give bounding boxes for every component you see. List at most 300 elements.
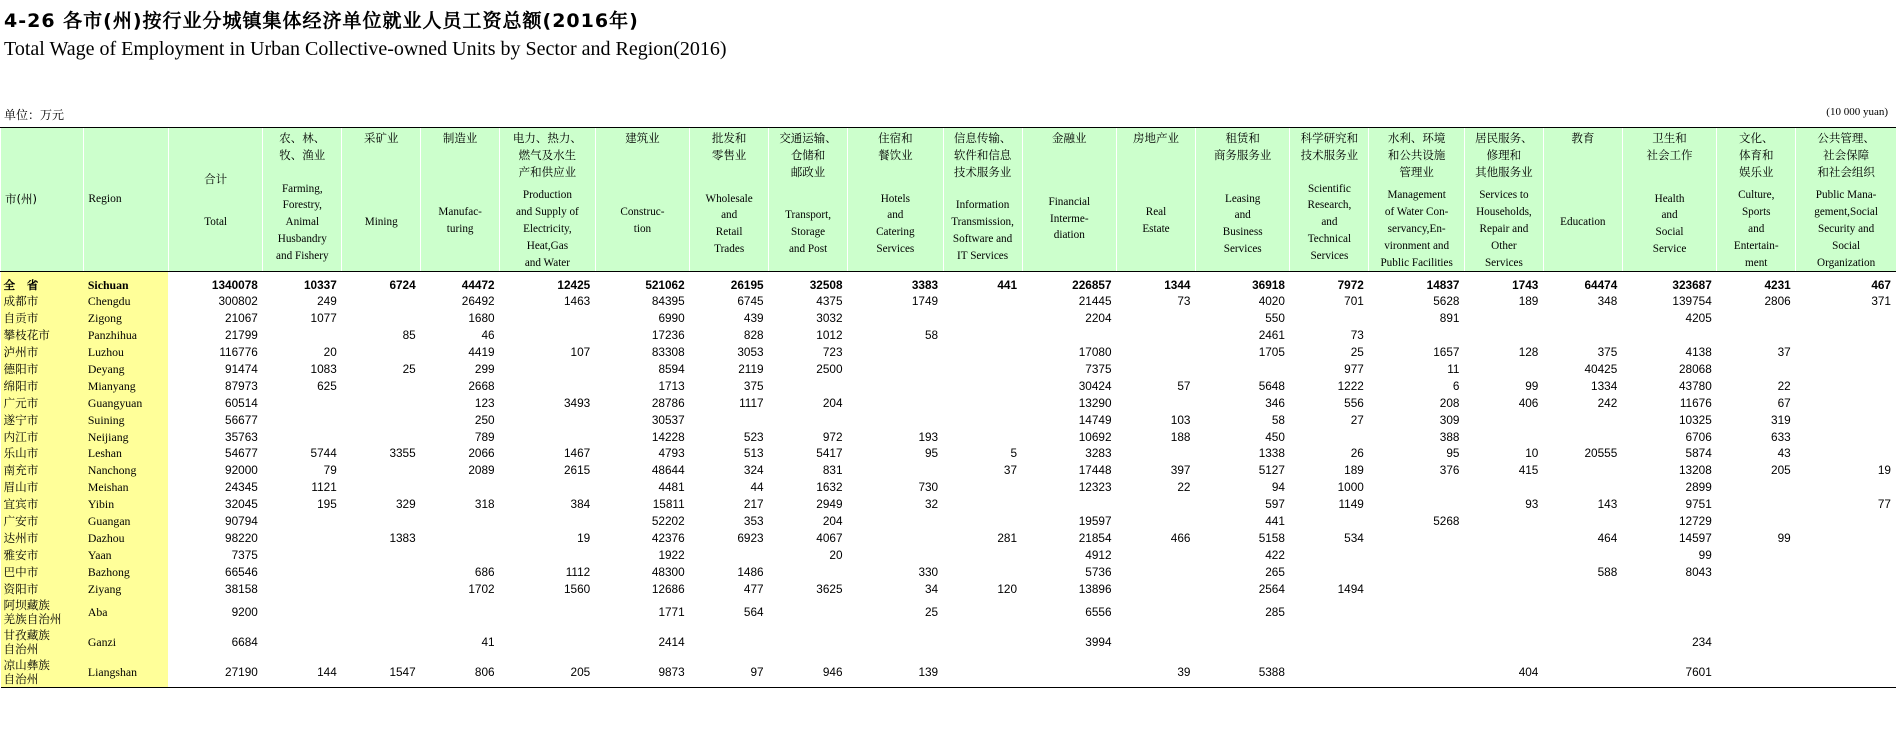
table-cell: 450 (1265, 429, 1285, 444)
table-cell: 5388 (1195, 657, 1289, 688)
table-cell: 91474 (225, 361, 258, 376)
table-cell: 1383 (389, 530, 416, 545)
table-cell: 52202 (651, 513, 685, 528)
table-cell (500, 361, 596, 378)
row-city-cn: 全 省 (1, 272, 84, 293)
column-header-en: Leasing and Business Services (1222, 192, 1263, 255)
table-cell (342, 564, 421, 581)
table-cell: 2615 (563, 463, 591, 478)
column-header (1543, 128, 1622, 272)
table-cell: 73 (1177, 294, 1191, 309)
table-cell (848, 412, 944, 429)
column-header-cn: 建筑业 (625, 131, 660, 145)
column-header (500, 128, 596, 272)
table-cell: 242 (1597, 395, 1618, 410)
table-cell (1796, 657, 1896, 688)
table-cell: 2414 (658, 635, 685, 649)
table-cell: 521062 (645, 277, 685, 292)
table-cell: 4481 (658, 480, 685, 495)
table-cell: 22 (1777, 378, 1791, 393)
table-cell: 25 (925, 605, 939, 619)
column-header-cn: 合计 (204, 171, 228, 186)
table-cell: 318 (474, 497, 495, 512)
table-cell: 143 (1597, 497, 1618, 512)
column-header (848, 128, 944, 272)
table-cell (263, 580, 342, 597)
table-cell: 513 (743, 446, 764, 461)
column-header (1464, 128, 1543, 272)
table-cell (690, 547, 769, 564)
table-cell: 20555 (1584, 446, 1618, 461)
table-row (1, 547, 1896, 564)
column-header-en: Total (204, 215, 228, 228)
table-cell (769, 627, 848, 657)
row-region-en: Nanchong (84, 462, 168, 479)
table-cell (1796, 597, 1896, 627)
table-cell: 7375 (231, 547, 258, 562)
table-cell (943, 327, 1022, 344)
table-cell: 625 (317, 378, 337, 393)
table-cell: 205 (500, 657, 596, 688)
table-cell: 422 (1265, 547, 1285, 562)
table-cell: 806 (421, 657, 500, 688)
table-cell: 9873 (595, 657, 689, 688)
table-cell (1796, 327, 1896, 344)
table-cell: 466 (1170, 530, 1191, 545)
table-cell (1796, 547, 1896, 564)
table-cell (1796, 513, 1896, 530)
table-cell: 1121 (311, 480, 337, 495)
table-cell: 30424 (1078, 378, 1112, 393)
table-cell: 1083 (310, 361, 337, 376)
row-region-en: Ganzi (84, 627, 168, 657)
table-row (1, 479, 1896, 496)
table-cell (421, 597, 500, 627)
row-region-en: Leshan (84, 445, 168, 462)
table-cell: 84395 (651, 294, 685, 309)
row-city-cn: 雅安市 (1, 547, 84, 564)
table-cell: 439 (743, 311, 764, 326)
table-cell (1622, 580, 1716, 597)
table-row (1, 580, 1896, 597)
table-cell (1717, 327, 1796, 344)
table-row (1, 597, 1896, 627)
table-cell (1796, 378, 1896, 395)
table-cell: 27190 (168, 657, 262, 688)
table-cell: 2461 (1258, 328, 1285, 343)
table-cell: 723 (822, 345, 843, 360)
table-cell (500, 310, 596, 327)
table-cell (1464, 547, 1543, 564)
table-row (1, 513, 1896, 530)
table-cell: 8594 (658, 361, 685, 376)
table-cell: 14749 (1078, 412, 1112, 427)
table-cell: 1771 (658, 605, 685, 619)
table-cell: 4138 (1685, 345, 1712, 360)
table-cell (943, 479, 1022, 496)
table-cell: 40425 (1584, 361, 1618, 376)
table-cell: 57 (1177, 378, 1191, 393)
table-cell: 1486 (737, 564, 764, 579)
table-cell (1543, 547, 1622, 564)
table-cell: 467 (1871, 277, 1891, 292)
table-cell (1543, 310, 1622, 327)
table-cell: 36918 (1252, 277, 1285, 292)
table-cell (1796, 310, 1896, 327)
table-cell (500, 428, 596, 445)
table-cell (1796, 479, 1896, 496)
row-region-en: Yibin (84, 496, 168, 513)
table-row (1, 564, 1896, 581)
unit-label-cn: 单位：万元 (4, 108, 65, 122)
column-header-en: Manufac- turing (438, 205, 482, 235)
column-header-cn: 房地产业 (1132, 131, 1179, 145)
table-cell (1717, 479, 1796, 496)
row-city-cn: 广安市 (1, 513, 84, 530)
table-cell (1717, 657, 1796, 688)
table-cell (1290, 657, 1369, 688)
header-region: Region (84, 128, 168, 272)
table-cell (1796, 445, 1896, 462)
table-cell: 12425 (557, 277, 591, 292)
row-city-cn: 遂宁市 (1, 412, 84, 429)
table-cell: 35763 (225, 429, 258, 444)
table-cell: 1657 (1433, 345, 1460, 360)
table-cell: 384 (570, 497, 591, 512)
table-cell (1369, 657, 1465, 688)
table-cell: 6684 (231, 635, 258, 649)
table-cell: 4020 (1258, 294, 1285, 309)
table-row (1, 395, 1896, 412)
table-cell: 375 (743, 378, 764, 393)
table-cell: 406 (1518, 395, 1539, 410)
table-cell: 26492 (461, 294, 495, 309)
table-cell (263, 428, 342, 445)
table-cell (1796, 412, 1896, 429)
table-cell: 1334 (1591, 378, 1618, 393)
table-cell: 730 (918, 480, 939, 495)
table-cell (1464, 627, 1543, 657)
table-cell: 977 (1344, 361, 1364, 376)
column-header-en: Information Transmission, Software and IT Services (951, 199, 1014, 262)
table-cell (342, 378, 421, 395)
table-cell (943, 412, 1022, 429)
table-cell (1369, 597, 1465, 627)
table-cell (848, 627, 944, 657)
table-row (1, 272, 1896, 293)
table-cell: 79 (323, 463, 337, 478)
table-cell: 19 (1877, 463, 1891, 478)
table-cell (769, 564, 848, 581)
table-cell: 5628 (1433, 294, 1460, 309)
table-cell (1717, 597, 1796, 627)
table-cell (1290, 597, 1369, 627)
table-cell: 189 (1518, 294, 1539, 309)
row-region-en: Neijiang (84, 428, 168, 445)
table-cell: 329 (396, 497, 416, 512)
table-cell: 285 (1265, 605, 1285, 619)
table-cell: 330 (918, 564, 939, 579)
table-cell (943, 513, 1022, 530)
table-cell (943, 378, 1022, 395)
table-cell: 397 (1170, 463, 1191, 478)
table-cell: 193 (918, 429, 939, 444)
table-cell: 56677 (225, 412, 258, 427)
row-region-en: Panzhihua (84, 327, 168, 344)
row-region-en: Zigong (84, 310, 168, 327)
row-region-en: Sichuan (84, 272, 168, 293)
table-cell: 14597 (1678, 530, 1712, 545)
table-cell: 1077 (310, 311, 337, 326)
table-cell: 404 (1464, 657, 1543, 688)
table-row (1, 462, 1896, 479)
table-cell: 37 (1003, 463, 1018, 478)
column-header (1022, 128, 1116, 272)
table-cell: 28068 (1678, 361, 1712, 376)
table-cell (943, 627, 1022, 657)
table-cell (1543, 580, 1622, 597)
table-cell (1796, 395, 1896, 412)
column-header-en: Transport, Storage and Post (785, 209, 832, 255)
table-cell (1796, 564, 1896, 581)
table-cell: 2949 (816, 497, 843, 512)
table-cell: 564 (743, 605, 764, 619)
table-cell: 95 (925, 446, 939, 461)
table-cell: 123 (474, 395, 495, 410)
column-header-en: Scientific Research, and Technical Services (1307, 182, 1352, 262)
table-cell (1464, 513, 1543, 530)
table-cell: 11676 (1679, 395, 1712, 410)
table-body (1, 272, 1896, 688)
table-cell: 107 (570, 345, 591, 360)
table-cell: 103 (1170, 412, 1191, 427)
table-cell: 281 (997, 530, 1018, 545)
table-cell (1543, 327, 1622, 344)
table-cell: 10692 (1078, 429, 1112, 444)
table-cell (1717, 580, 1796, 597)
row-city-cn: 达州市 (1, 530, 84, 547)
table-cell (1022, 496, 1116, 513)
table-cell (1369, 530, 1465, 547)
row-city-cn: 阿坝藏族 羌族自治州 (1, 597, 84, 627)
row-city-cn: 乐山市 (1, 445, 84, 462)
table-cell: 3625 (816, 581, 843, 596)
table-cell: 139 (848, 657, 944, 688)
table-cell: 4205 (1685, 311, 1712, 326)
table-cell (1369, 327, 1465, 344)
table-cell (1464, 327, 1543, 344)
table-cell (769, 597, 848, 627)
table-cell: 789 (474, 429, 495, 444)
table-cell (1117, 564, 1196, 581)
table-cell (1717, 496, 1796, 513)
table-cell: 37 (1777, 345, 1791, 360)
table-cell (1369, 479, 1465, 496)
table-cell: 94 (1271, 480, 1285, 495)
table-cell: 26 (1350, 446, 1364, 461)
table-cell (263, 412, 342, 429)
table-cell: 265 (1265, 564, 1285, 579)
column-header-en: Culture, Sports and Entertain- ment (1733, 189, 1779, 269)
table-cell: 534 (1344, 530, 1364, 545)
row-city-cn: 成都市 (1, 293, 84, 310)
table-cell: 188 (1170, 429, 1191, 444)
table-row (1, 327, 1896, 344)
table-cell (943, 310, 1022, 327)
table-cell: 3355 (389, 446, 416, 461)
table-cell: 300802 (218, 294, 258, 309)
table-cell (421, 530, 500, 547)
table-cell (1117, 513, 1196, 530)
row-city-cn: 泸州市 (1, 344, 84, 361)
table-cell: 195 (317, 497, 337, 512)
column-header-en: Hotels and Catering Services (876, 192, 915, 255)
table-row (1, 310, 1896, 327)
table-cell: 38158 (225, 581, 258, 596)
table-header (1, 128, 1896, 272)
table-cell: 2668 (468, 378, 495, 393)
table-cell: 1632 (816, 480, 843, 495)
table-row (1, 657, 1896, 688)
table-cell: 24345 (225, 480, 258, 495)
table-cell: 34 (925, 581, 939, 596)
table-cell: 48644 (651, 463, 685, 478)
column-header-cn: 卫生和 社会工作 (1646, 131, 1693, 162)
table-cell: 217 (743, 497, 764, 512)
table-cell: 97 (690, 657, 769, 688)
table-cell: 1749 (911, 294, 939, 309)
table-cell: 43 (1777, 446, 1791, 461)
table-cell (1117, 445, 1196, 462)
table-cell (500, 479, 596, 496)
table-cell: 6706 (1685, 429, 1712, 444)
table-cell (263, 547, 342, 564)
table-cell: 3283 (1085, 446, 1112, 461)
table-cell (1464, 580, 1543, 597)
table-cell (421, 513, 500, 530)
column-header-cn: 金融业 (1052, 131, 1087, 145)
table-cell (1717, 547, 1796, 564)
table-cell (1717, 361, 1796, 378)
table-cell (1117, 344, 1196, 361)
column-header-en: Health and Social Service (1652, 192, 1687, 255)
table-cell: 90794 (225, 513, 258, 528)
table-cell (848, 462, 944, 479)
column-header (263, 128, 342, 272)
table-cell: 13208 (1678, 463, 1712, 478)
row-city-cn: 南充市 (1, 462, 84, 479)
table-cell: 13896 (1078, 581, 1112, 596)
column-header-en: Construc- tion (620, 205, 665, 235)
table-cell (342, 462, 421, 479)
table-cell: 5648 (1258, 378, 1285, 393)
table-cell (342, 627, 421, 657)
table-cell: 39 (1117, 657, 1196, 688)
table-cell: 204 (822, 513, 843, 528)
table-cell: 120 (997, 581, 1018, 596)
table-cell: 226857 (1072, 277, 1112, 292)
table-cell: 1112 (565, 564, 591, 579)
column-header-cn: 电力、热力、 燃气及水生 产和供应业 (512, 131, 582, 179)
table-cell: 10 (1525, 446, 1539, 461)
table-cell: 92000 (225, 463, 258, 478)
table-cell (500, 547, 596, 564)
table-cell (1290, 513, 1369, 530)
table-cell: 4067 (816, 530, 843, 545)
table-cell (500, 378, 596, 395)
table-cell (1022, 657, 1116, 688)
table-cell (1622, 327, 1716, 344)
column-header (421, 128, 500, 272)
table-cell: 66546 (225, 564, 258, 579)
table-cell (342, 412, 421, 429)
table-cell: 2806 (1764, 294, 1791, 309)
column-header (1290, 128, 1369, 272)
table-cell (769, 378, 848, 395)
column-header (1622, 128, 1716, 272)
table-cell: 1338 (1258, 446, 1285, 461)
table-cell: 1149 (1338, 497, 1364, 512)
wage-table (0, 127, 1896, 688)
table-cell (848, 344, 944, 361)
table-cell (1117, 547, 1196, 564)
table-cell (1717, 310, 1796, 327)
table-cell: 14228 (651, 429, 685, 444)
table-cell: 3383 (911, 277, 939, 292)
table-cell: 3053 (737, 345, 764, 360)
table-cell: 6990 (658, 311, 685, 326)
column-header-cn: 信息传输、 软件和信息 技术服务业 (953, 131, 1012, 179)
table-cell (342, 547, 421, 564)
table-cell (943, 496, 1022, 513)
table-cell: 95 (1446, 446, 1460, 461)
table-cell: 2204 (1085, 311, 1112, 326)
table-cell: 464 (1597, 530, 1618, 545)
table-cell: 1560 (563, 581, 591, 596)
table-cell: 10337 (303, 277, 337, 292)
table-cell: 5417 (816, 446, 843, 461)
table-cell (342, 597, 421, 627)
table-cell: 3032 (816, 311, 843, 326)
table-cell (1464, 530, 1543, 547)
header-city: 市(州) (1, 128, 84, 272)
table-cell (263, 327, 342, 344)
table-cell (1290, 627, 1369, 657)
table-cell: 2119 (738, 361, 764, 376)
table-cell (342, 293, 421, 310)
column-header (595, 128, 689, 272)
table-cell (1717, 513, 1796, 530)
row-city-cn: 甘孜藏族 自治州 (1, 627, 84, 657)
column-header-en: Wholesale and Retail Trades (705, 192, 753, 255)
table-cell: 15811 (652, 497, 685, 512)
table-cell: 116776 (219, 345, 258, 360)
row-region-en: Meishan (84, 479, 168, 496)
column-header-en: Farming, Forestry, Animal Husbandry and Fishery (276, 182, 329, 262)
table-cell: 5127 (1258, 463, 1285, 478)
column-header-cn: 批发和 零售业 (711, 131, 747, 162)
table-cell: 98220 (225, 530, 258, 545)
table-cell (1464, 310, 1543, 327)
table-row (1, 361, 1896, 378)
table-cell: 17080 (1078, 345, 1112, 360)
table-cell: 4793 (658, 446, 685, 461)
table-cell (690, 627, 769, 657)
row-city-cn: 宜宾市 (1, 496, 84, 513)
table-cell (1464, 479, 1543, 496)
table-cell: 99 (1777, 530, 1791, 545)
table-cell: 5874 (1685, 446, 1712, 461)
